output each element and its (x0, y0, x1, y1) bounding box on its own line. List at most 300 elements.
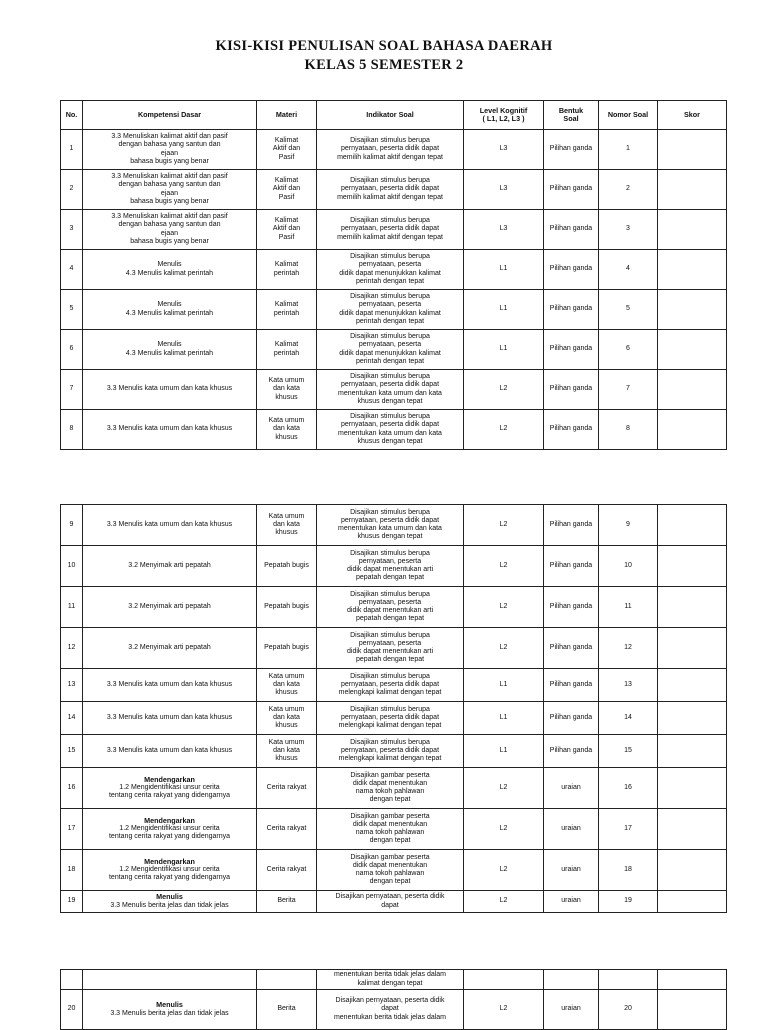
cell-nomor (599, 850, 658, 891)
cell-kompetensi-line: 4.3 Menulis kalimat perintah (125, 309, 214, 317)
cell-bentuk (544, 587, 599, 628)
header-materi: Materi (257, 101, 317, 130)
cell-nomor (599, 768, 658, 809)
cell-materi (257, 809, 317, 850)
cell-indikator-line: pernyataan, peserta didik dapat (340, 713, 440, 721)
cell-indikator-line: didik dapat menentukan (352, 820, 428, 828)
cell-indikator (317, 628, 464, 669)
table-row (61, 546, 727, 587)
cell-level (464, 505, 544, 546)
cell-no (61, 891, 83, 913)
cell-indikator-line: didik dapat menunjukkan kalimat (339, 309, 441, 317)
cell-level-line: L1 (499, 345, 508, 353)
cell-nomor-line: 20 (624, 1005, 632, 1013)
cell-indikator (317, 669, 464, 702)
cell-kompetensi-line: 3.2 Menyimak arti pepatah (128, 561, 211, 569)
cell-skor (658, 669, 727, 702)
cell-indikator-line: Disajikan stimulus berupa (350, 137, 430, 145)
cell-indikator (317, 850, 464, 891)
cell-bentuk-line: uraian (561, 1005, 581, 1013)
cell-nomor (599, 290, 658, 330)
cell-kompetensi (83, 330, 257, 370)
cell-materi (257, 410, 317, 450)
cell-indikator (317, 970, 464, 990)
cell-indikator (317, 735, 464, 768)
cell-kompetensi-line: bahasa bugis yang benar (130, 157, 209, 165)
cell-bentuk (544, 170, 599, 210)
cell-materi-line: Pepatah bugis (264, 602, 309, 610)
cell-level (464, 587, 544, 628)
table-row (61, 850, 727, 891)
cell-nomor (599, 546, 658, 587)
cell-level (464, 809, 544, 850)
cell-indikator-line: melengkapi kalimat dengan tepat (338, 755, 442, 763)
cell-nomor-line: 14 (624, 713, 632, 721)
cell-nomor-line: 7 (626, 385, 630, 393)
cell-kompetensi (83, 210, 257, 250)
cell-bentuk (544, 850, 599, 891)
cell-skor (658, 850, 727, 891)
cell-bentuk-line: Pilihan ganda (549, 520, 593, 528)
cell-nomor (599, 330, 658, 370)
cell-materi-line: Kalimat (274, 217, 299, 225)
cell-indikator-line: dapat (381, 901, 399, 909)
cell-kompetensi-line: 3.3 Menuliskan kalimat aktif dan pasif (111, 173, 228, 181)
cell-kompetensi (83, 170, 257, 210)
cell-nomor-line: 18 (624, 865, 632, 873)
cell-kompetensi-line: 3.3 Menulis kata umum dan kata khusus (106, 425, 233, 433)
cell-indikator-line: perintah dengan tepat (355, 317, 425, 325)
cell-level-line: L1 (499, 713, 508, 721)
cell-indikator-line: pernyataan, peserta didik dapat (340, 421, 440, 429)
cell-no-line: 9 (69, 520, 74, 528)
cell-nomor-line: 2 (626, 185, 630, 193)
cell-no (61, 370, 83, 410)
cell-indikator (317, 809, 464, 850)
cell-indikator (317, 170, 464, 210)
cell-bentuk (544, 210, 599, 250)
cell-materi-line: Kalimat (274, 341, 299, 349)
cell-bentuk (544, 970, 599, 990)
cell-no (61, 850, 83, 891)
cell-indikator-line: nama tokoh pahlawan (355, 870, 425, 877)
cell-kompetensi (83, 546, 257, 587)
cell-materi-line: dan kata (273, 746, 300, 754)
cell-nomor (599, 587, 658, 628)
cell-kompetensi-line: 1.2 Mengidentifikasi unsur cerita (119, 866, 220, 874)
header-no: No. (61, 101, 83, 130)
cell-indikator-line: memilih kalimat aktif dengan tepat (337, 153, 443, 161)
cell-materi (257, 290, 317, 330)
cell-materi-line: Pepatah bugis (264, 643, 309, 651)
cell-indikator-line: Disajikan stimulus berupa (350, 738, 430, 746)
cell-level-line: L3 (499, 145, 508, 153)
cell-level (464, 290, 544, 330)
cell-level (464, 210, 544, 250)
header-indikator-soal: Indikator Soal (317, 101, 464, 130)
cell-bentuk (544, 250, 599, 290)
cell-materi (257, 546, 317, 587)
table-row (61, 250, 727, 290)
cell-indikator-line: pernyataan, peserta didik dapat (340, 381, 440, 389)
table-3-body (61, 970, 727, 1030)
table-row (61, 410, 727, 450)
table-row (61, 505, 727, 546)
cell-kompetensi (83, 587, 257, 628)
cell-kompetensi-line: 3.3 Menulis berita jelas dan tidak jelas (110, 901, 229, 909)
cell-level-line: L2 (499, 520, 508, 528)
cell-level-line: L1 (499, 265, 508, 273)
cell-indikator-line: Disajikan stimulus berupa (350, 549, 430, 557)
cell-no-line: 20 (67, 1005, 76, 1013)
cell-nomor-line: 19 (624, 897, 632, 905)
cell-bentuk-line: Pilihan ganda (549, 602, 593, 610)
cell-no (61, 628, 83, 669)
cell-bentuk (544, 505, 599, 546)
kisi-kisi-table-3 (60, 969, 727, 1030)
header-level-kognitif (464, 101, 544, 130)
cell-level-line: L1 (499, 680, 508, 688)
cell-indikator-line: pepatah dengan tepat (355, 615, 425, 623)
cell-bentuk-line: Pilihan ganda (549, 643, 593, 651)
cell-bentuk (544, 290, 599, 330)
cell-materi (257, 250, 317, 290)
cell-kompetensi-line: 3.3 Menulis kata umum dan kata khusus (106, 520, 233, 528)
cell-nomor-line: 16 (624, 783, 632, 791)
cell-materi-line: Pasif (278, 153, 295, 161)
cell-kompetensi-line: ejaan (160, 149, 179, 157)
cell-indikator-line: didik dapat menentukan arti (347, 566, 433, 573)
cell-level (464, 970, 544, 990)
cell-kompetensi-line: 3.3 Menulis berita jelas dan tidak jelas (110, 1009, 229, 1017)
cell-nomor (599, 170, 658, 210)
cell-materi (257, 669, 317, 702)
cell-no-line: 4 (69, 265, 74, 273)
cell-kompetensi-line: bahasa bugis yang benar (130, 197, 209, 205)
table-row (61, 891, 727, 913)
cell-bentuk-line: Pilihan ganda (549, 265, 593, 273)
cell-nomor-line: 13 (624, 680, 632, 688)
cell-nomor-line: 8 (626, 425, 630, 433)
cell-bentuk (544, 330, 599, 370)
table-row (61, 702, 727, 735)
cell-kompetensi (83, 505, 257, 546)
cell-level-line: L1 (499, 305, 508, 313)
cell-kompetensi-line: 3.3 Menulis kata umum dan kata khusus (106, 746, 233, 754)
cell-kompetensi-line: dengan bahasa yang santun dan (118, 221, 221, 229)
cell-level-line: L2 (499, 897, 508, 905)
cell-indikator (317, 546, 464, 587)
cell-kompetensi-line: Menulis (157, 341, 182, 349)
kd-section-label: Mendengarkan (144, 774, 195, 784)
cell-indikator-line: nama tokoh pahlawan (355, 829, 425, 836)
cell-indikator-line: menentukan kata umum dan kata (338, 429, 442, 437)
cell-indikator-line: pernyataan, peserta didik dapat (340, 225, 440, 233)
cell-no (61, 505, 83, 546)
cell-skor (658, 250, 727, 290)
cell-level-line: L2 (499, 602, 508, 610)
continuation-line-1: menentukan berita tidak jelas dalam (333, 971, 447, 979)
cell-level (464, 330, 544, 370)
cell-no-line: 2 (69, 185, 74, 193)
cell-nomor (599, 735, 658, 768)
cell-indikator-line: pernyataan, peserta (358, 261, 422, 269)
cell-materi-line: khusus (275, 689, 298, 697)
cell-kompetensi-line: 3.2 Menyimak arti pepatah (128, 602, 211, 610)
kd-section-label: Mendengarkan (144, 856, 195, 866)
cell-indikator-line: Disajikan stimulus berupa (350, 373, 430, 381)
cell-bentuk (544, 891, 599, 913)
cell-bentuk-line: uraian (561, 897, 581, 905)
cell-materi (257, 628, 317, 669)
cell-indikator (317, 130, 464, 170)
cell-no-line: 17 (67, 824, 76, 832)
cell-level-line: L3 (499, 225, 508, 233)
cell-kompetensi-line: 3.3 Menulis kata umum dan kata khusus (106, 680, 233, 688)
cell-bentuk-line: Pilihan ganda (549, 425, 593, 433)
cell-no-line: 1 (69, 145, 74, 153)
cell-indikator (317, 210, 464, 250)
cell-bentuk-line: uraian (561, 783, 581, 791)
cell-skor (658, 809, 727, 850)
cell-materi-line: Cerita rakyat (266, 783, 307, 791)
table-row (61, 809, 727, 850)
header-bentuk-line1: Bentuk (558, 105, 584, 115)
cell-kompetensi-line: 1.2 Mengidentifikasi unsur cerita (119, 784, 220, 792)
cell-indikator-line: dengan tepat (369, 878, 411, 886)
header-nomor-soal: Nomor Soal (599, 101, 658, 130)
header-skor: Skor (658, 101, 727, 130)
cell-level-line: L2 (499, 824, 508, 832)
continuation-line-2: kalimat dengan tepat (357, 979, 423, 987)
cell-indikator-line: melengkapi kalimat dengan tepat (338, 722, 442, 730)
cell-no-line: 3 (69, 225, 74, 233)
cell-materi-line: perintah (273, 349, 300, 357)
cell-level (464, 170, 544, 210)
cell-indikator (317, 768, 464, 809)
cell-indikator-line: khusus dengan tepat (357, 533, 423, 541)
header-kompetensi-dasar: Kompetensi Dasar (83, 101, 257, 130)
cell-indikator (317, 370, 464, 410)
cell-nomor (599, 370, 658, 410)
cell-no-line: 19 (67, 897, 76, 905)
cell-bentuk (544, 130, 599, 170)
cell-nomor-line: 1 (626, 145, 630, 153)
cell-materi-line: khusus (275, 722, 298, 730)
cell-indikator (317, 587, 464, 628)
cell-kompetensi (83, 130, 257, 170)
cell-materi (257, 170, 317, 210)
cell-no (61, 210, 83, 250)
cell-nomor (599, 970, 658, 990)
cell-no (61, 290, 83, 330)
cell-bentuk-line: Pilihan ganda (549, 345, 593, 353)
cell-level (464, 130, 544, 170)
cell-indikator-line: Disajikan stimulus berupa (350, 413, 430, 421)
cell-bentuk-line: uraian (561, 824, 581, 832)
cell-bentuk-line: Pilihan ganda (549, 185, 593, 193)
cell-nomor (599, 505, 658, 546)
cell-level-line: L2 (499, 385, 508, 393)
cell-bentuk-line: Pilihan ganda (549, 305, 593, 313)
cell-nomor-line: 10 (624, 561, 632, 569)
cell-level-line: L2 (499, 425, 508, 433)
cell-skor (658, 702, 727, 735)
cell-bentuk-line: Pilihan ganda (549, 713, 593, 721)
cell-indikator-line: didik dapat menentukan (352, 861, 428, 869)
cell-skor (658, 170, 727, 210)
cell-kompetensi-line: ejaan (160, 229, 179, 237)
cell-indikator-line: pernyataan, peserta (358, 598, 422, 606)
cell-materi (257, 130, 317, 170)
cell-no-line: 18 (67, 865, 76, 873)
cell-no (61, 735, 83, 768)
cell-materi-line: Cerita rakyat (266, 865, 307, 873)
table-2-body (61, 505, 727, 913)
cell-indikator (317, 505, 464, 546)
header-bentuk-soal (544, 101, 599, 130)
cell-skor (658, 130, 727, 170)
cell-materi-line: Cerita rakyat (266, 824, 307, 832)
cell-materi-line: khusus (275, 755, 298, 763)
cell-indikator-line: didik dapat menentukan arti (347, 607, 433, 614)
cell-kompetensi-line: tentang cerita rakyat yang didengarnya (108, 792, 231, 800)
cell-indikator-line: pernyataan, peserta didik dapat (340, 185, 440, 193)
cell-kompetensi (83, 290, 257, 330)
table-header-row (61, 101, 727, 130)
cell-kompetensi-line: 4.3 Menulis kalimat perintah (125, 269, 214, 277)
cell-skor (658, 891, 727, 913)
cell-materi (257, 970, 317, 990)
cell-indikator-line: Disajikan pernyataan, peserta didik (335, 893, 445, 901)
cell-materi-line: Kalimat (274, 137, 299, 145)
cell-bentuk (544, 702, 599, 735)
cell-kompetensi-line: 3.3 Menuliskan kalimat aktif dan pasif (111, 213, 228, 221)
cell-materi-line: Pepatah bugis (264, 561, 309, 569)
table-row (61, 370, 727, 410)
cell-bentuk (544, 768, 599, 809)
cell-nomor (599, 891, 658, 913)
cell-bentuk-line: Pilihan ganda (549, 561, 593, 569)
cell-materi-line: Kata umum (268, 705, 305, 713)
cell-indikator-line: menentukan berita tidak jelas dalam (333, 1013, 447, 1021)
cell-level-line: L2 (499, 865, 508, 873)
cell-materi-line: dan kata (273, 520, 300, 528)
cell-indikator (317, 290, 464, 330)
cell-indikator-line: dengan tepat (369, 796, 411, 804)
cell-level-line: L1 (499, 746, 508, 754)
cell-materi (257, 587, 317, 628)
cell-materi (257, 850, 317, 891)
cell-skor (658, 290, 727, 330)
table-row (61, 768, 727, 809)
cell-kompetensi (83, 669, 257, 702)
cell-indikator-line: pernyataan, peserta didik dapat (340, 680, 440, 688)
table-1-body (61, 130, 727, 450)
cell-kompetensi-line: Menulis (157, 301, 182, 309)
cell-materi (257, 891, 317, 913)
cell-no-line: 16 (67, 783, 76, 791)
cell-nomor (599, 210, 658, 250)
cell-no-line: 10 (67, 561, 76, 569)
cell-level (464, 669, 544, 702)
cell-materi-line: Aktif dan (272, 185, 301, 193)
cell-materi (257, 330, 317, 370)
cell-materi-line: Pasif (278, 193, 295, 201)
cell-materi-line: Pasif (278, 233, 295, 241)
cell-materi-line: perintah (273, 269, 300, 277)
cell-indikator-line: Disajikan stimulus berupa (350, 705, 430, 713)
cell-skor (658, 546, 727, 587)
cell-no (61, 809, 83, 850)
cell-indikator-line: pernyataan, peserta didik dapat (340, 145, 440, 153)
cell-materi-line: Kalimat (274, 177, 299, 185)
cell-bentuk-line: Pilihan ganda (549, 746, 593, 754)
cell-materi (257, 210, 317, 250)
cell-kompetensi-line: bahasa bugis yang benar (130, 237, 209, 245)
cell-indikator-line: pernyataan, peserta didik dapat (340, 516, 440, 524)
cell-skor (658, 210, 727, 250)
cell-indikator-line: dengan tepat (369, 837, 411, 845)
cell-skor (658, 768, 727, 809)
cell-indikator-line: pernyataan, peserta (358, 301, 422, 309)
cell-indikator-line: Disajikan stimulus berupa (350, 508, 430, 516)
kisi-kisi-table-1 (60, 100, 727, 450)
cell-kompetensi (83, 410, 257, 450)
table-row (61, 210, 727, 250)
cell-kompetensi (83, 250, 257, 290)
continuation-row (61, 970, 727, 990)
cell-indikator-line: Disajikan stimulus berupa (350, 293, 430, 301)
cell-no (61, 410, 83, 450)
cell-level (464, 546, 544, 587)
cell-bentuk-line: Pilihan ganda (549, 680, 593, 688)
cell-no (61, 970, 83, 990)
cell-indikator-line: pernyataan, peserta (358, 557, 422, 565)
cell-indikator-line: Disajikan stimulus berupa (350, 333, 430, 341)
cell-materi-line: perintah (273, 309, 300, 317)
cell-kompetensi (83, 970, 257, 990)
cell-kompetensi-line: tentang cerita rakyat yang didengarnya (108, 833, 231, 841)
cell-materi-line: Berita (277, 1005, 296, 1013)
cell-bentuk (544, 628, 599, 669)
cell-kompetensi-line: tentang cerita rakyat yang didengarnya (108, 874, 231, 882)
cell-no (61, 546, 83, 587)
cell-level-line: L2 (499, 643, 508, 651)
kd-section-label: Menulis (156, 1000, 183, 1010)
cell-kompetensi-line: 4.3 Menulis kalimat perintah (125, 349, 214, 357)
cell-no (61, 669, 83, 702)
cell-indikator-line: menentukan kata umum dan kata (338, 525, 442, 532)
cell-skor (658, 628, 727, 669)
cell-kompetensi-line: 1.2 Mengidentifikasi unsur cerita (119, 825, 220, 833)
kisi-kisi-table-2 (60, 504, 727, 913)
cell-skor (658, 410, 727, 450)
cell-materi-line: dan kata (273, 713, 300, 721)
cell-indikator-line: Disajikan gambar peserta (350, 853, 430, 861)
cell-kompetensi (83, 809, 257, 850)
header-level-line2: ( L1, L2, L3 ) (482, 114, 525, 123)
cell-materi-line: khusus (275, 393, 298, 401)
cell-kompetensi-line: 3.3 Menulis kata umum dan kata khusus (106, 713, 233, 721)
table-row (61, 669, 727, 702)
cell-level (464, 735, 544, 768)
cell-no-line: 13 (67, 680, 76, 688)
cell-nomor-line: 17 (624, 824, 632, 832)
cell-indikator-line: Disajikan gambar peserta (350, 812, 430, 820)
kd-section-label: Menulis (156, 892, 183, 902)
cell-indikator-line: khusus dengan tepat (357, 437, 423, 445)
